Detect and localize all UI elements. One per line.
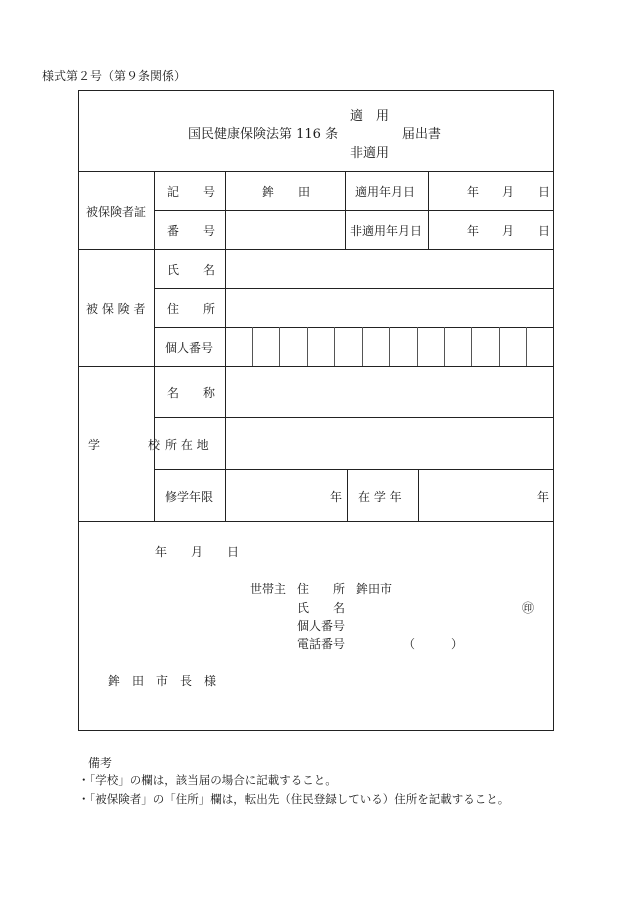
divider xyxy=(78,171,554,172)
seal-mark: ㊞ xyxy=(522,601,535,615)
title-option-apply: 適 用 xyxy=(350,109,390,124)
digit-box-divider xyxy=(334,327,335,366)
school-years-label: 修学年限 xyxy=(165,490,214,504)
school-grade-label: 在 学 年 xyxy=(358,490,402,504)
applicant-address-label: 住 所 xyxy=(297,582,346,596)
divider xyxy=(78,521,554,522)
digit-box-divider xyxy=(389,327,390,366)
apply-date-year: 年 xyxy=(467,185,480,199)
section-label-insured: 被 保 険 者 xyxy=(86,302,146,316)
nonapply-date-day: 日 xyxy=(538,224,551,238)
submit-date-year: 年 xyxy=(155,545,168,559)
digit-box-divider xyxy=(279,327,280,366)
divider xyxy=(154,171,155,521)
divider xyxy=(345,171,346,249)
apply-date-day: 日 xyxy=(538,185,551,199)
divider xyxy=(78,249,554,250)
divider xyxy=(154,469,554,470)
submit-date-month: 月 xyxy=(191,545,204,559)
nonapply-date-month: 月 xyxy=(502,224,515,238)
divider xyxy=(154,327,554,328)
school-location-label: 所 在 地 xyxy=(165,438,209,452)
digit-box-divider xyxy=(471,327,472,366)
applicant-phone-label: 電話番号 xyxy=(297,637,346,651)
title-suffix: 届出書 xyxy=(402,127,442,142)
digit-box-divider xyxy=(444,327,445,366)
digit-box-divider xyxy=(417,327,418,366)
applicant-name-label: 氏 名 xyxy=(297,601,346,615)
title-option-nonapply: 非適用 xyxy=(350,146,390,161)
divider xyxy=(154,417,554,418)
divider xyxy=(347,469,348,521)
digit-box-divider xyxy=(499,327,500,366)
school-grade-unit: 年 xyxy=(537,490,550,504)
school-years-unit: 年 xyxy=(330,490,343,504)
addressee: 鉾 田 市 長 様 xyxy=(108,674,217,688)
insured-name-label: 氏 名 xyxy=(167,263,216,277)
nonapply-date-year: 年 xyxy=(467,224,480,238)
head-of-household-label: 世帯主 xyxy=(250,582,287,596)
note-item: ・「被保険者」の「住所」欄は，転出先（住民登録している）住所を記載すること。 xyxy=(78,792,510,806)
notes-title: 備考 xyxy=(88,756,113,770)
divider xyxy=(225,171,226,521)
divider xyxy=(78,366,554,367)
insured-mynumber-label: 個人番号 xyxy=(165,341,214,355)
divider xyxy=(154,210,554,211)
divider xyxy=(428,171,429,249)
digit-box-divider xyxy=(362,327,363,366)
apply-date-month: 月 xyxy=(502,185,515,199)
digit-box-divider xyxy=(252,327,253,366)
school-name-label: 名 称 xyxy=(167,386,216,400)
section-label-insurance-card: 被保険者証 xyxy=(86,205,147,219)
section-label-school: 学 校 xyxy=(88,438,161,452)
insured-address-label: 住 所 xyxy=(167,302,216,316)
apply-date-label: 適用年月日 xyxy=(355,185,416,199)
form-code: 様式第２号（第９条関係） xyxy=(42,69,187,83)
symbol-value: 鉾 田 xyxy=(262,185,311,199)
number-label: 番 号 xyxy=(167,224,216,238)
divider xyxy=(154,288,554,289)
digit-box-divider xyxy=(307,327,308,366)
divider xyxy=(418,469,419,521)
form-title: 国民健康保険法第 116 条 xyxy=(188,127,339,142)
digit-box-divider xyxy=(526,327,527,366)
applicant-address-value: 鉾田市 xyxy=(356,582,393,596)
submit-date-day: 日 xyxy=(227,545,240,559)
note-item: ・「学校」の欄は，該当届の場合に記載すること。 xyxy=(78,773,337,787)
nonapply-date-label: 非適用年月日 xyxy=(350,224,423,238)
symbol-label: 記 号 xyxy=(167,185,216,199)
applicant-mynumber-label: 個人番号 xyxy=(297,619,346,633)
applicant-phone-paren: （ ） xyxy=(403,637,464,651)
